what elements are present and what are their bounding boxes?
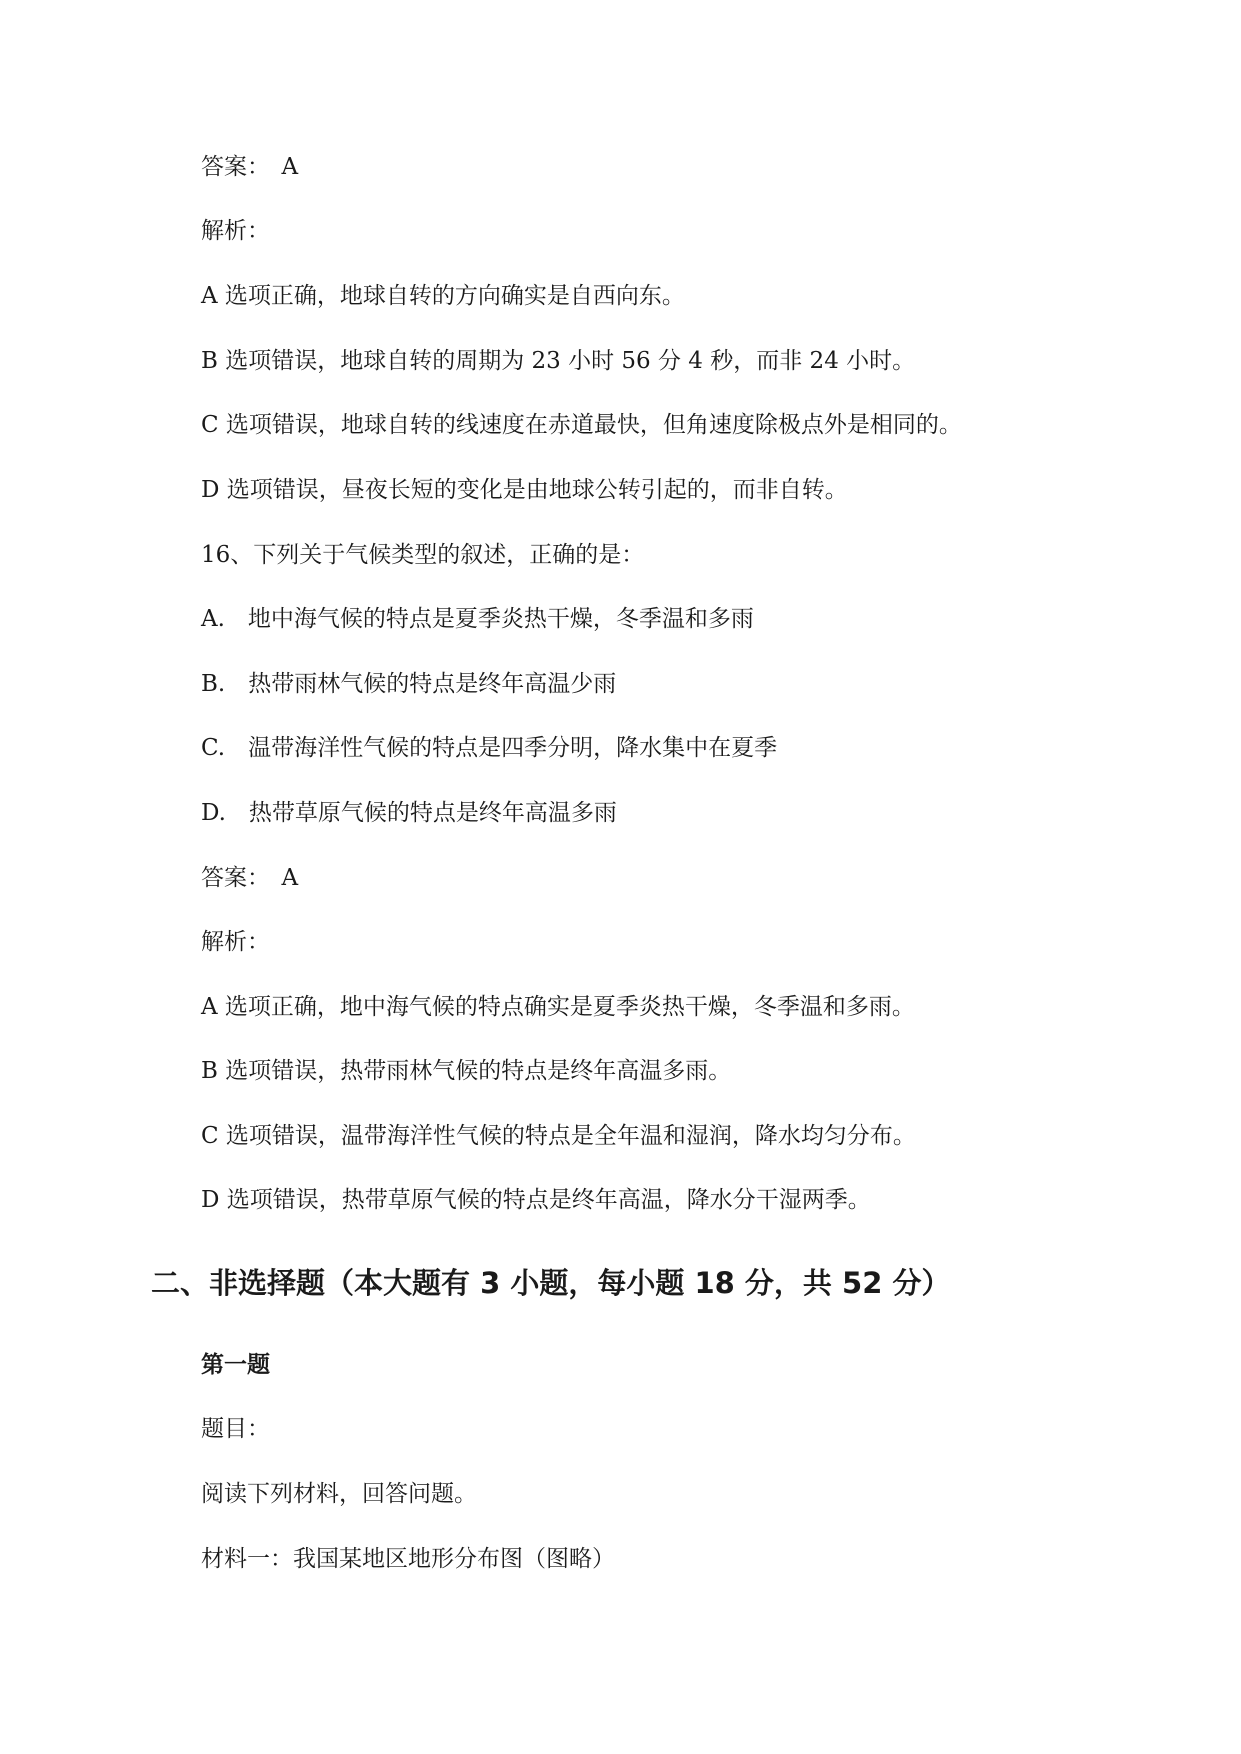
q16-analysis-b: B 选项错误，热带雨林气候的特点是终年高温多雨。 [201,1058,732,1084]
q16-option-c: C. 温带海洋性气候的特点是四季分明，降水集中在夏季 [201,735,778,761]
q16-analysis-label: 解析： [201,929,270,955]
q15-analysis-d: D 选项错误，昼夜长短的变化是由地球公转引起的，而非自转。 [201,477,848,503]
q15-analysis-label: 解析： [201,218,270,244]
q16-analysis-d: D 选项错误，热带草原气候的特点是终年高温，降水分干湿两季。 [201,1187,871,1213]
q15-analysis-b: B 选项错误，地球自转的周期为 23 小时 56 分 4 秒，而非 24 小时。 [201,348,916,374]
q15-answer: 答案： A [201,154,299,180]
q16-analysis-a: A 选项正确，地中海气候的特点确实是夏季炎热干燥，冬季温和多雨。 [201,994,915,1020]
q16-answer: 答案： A [201,865,299,891]
topic-label: 题目： [201,1416,270,1442]
q15-analysis-a: A 选项正确，地球自转的方向确实是自西向东。 [201,283,685,309]
q16-option-d: D. 热带草原气候的特点是终年高温多雨 [201,800,617,826]
q16-stem: 16、下列关于气候类型的叙述，正确的是： [201,542,645,568]
q16-option-a: A. 地中海气候的特点是夏季炎热干燥，冬季温和多雨 [201,606,754,632]
question-title: 第一题 [201,1352,270,1378]
reading-instruction: 阅读下列材料，回答问题。 [201,1481,477,1507]
q16-analysis-c: C 选项错误，温带海洋性气候的特点是全年温和湿润，降水均匀分布。 [201,1123,916,1149]
q15-analysis-c: C 选项错误，地球自转的线速度在赤道最快，但角速度除极点外是相同的。 [201,412,962,438]
q16-option-b: B. 热带雨林气候的特点是终年高温少雨 [201,671,617,697]
section-heading: 二、非选择题（本大题有 3 小题，每小题 18 分，共 52 分） [151,1266,951,1300]
material-one: 材料一：我国某地区地形分布图（图略） [201,1546,615,1572]
